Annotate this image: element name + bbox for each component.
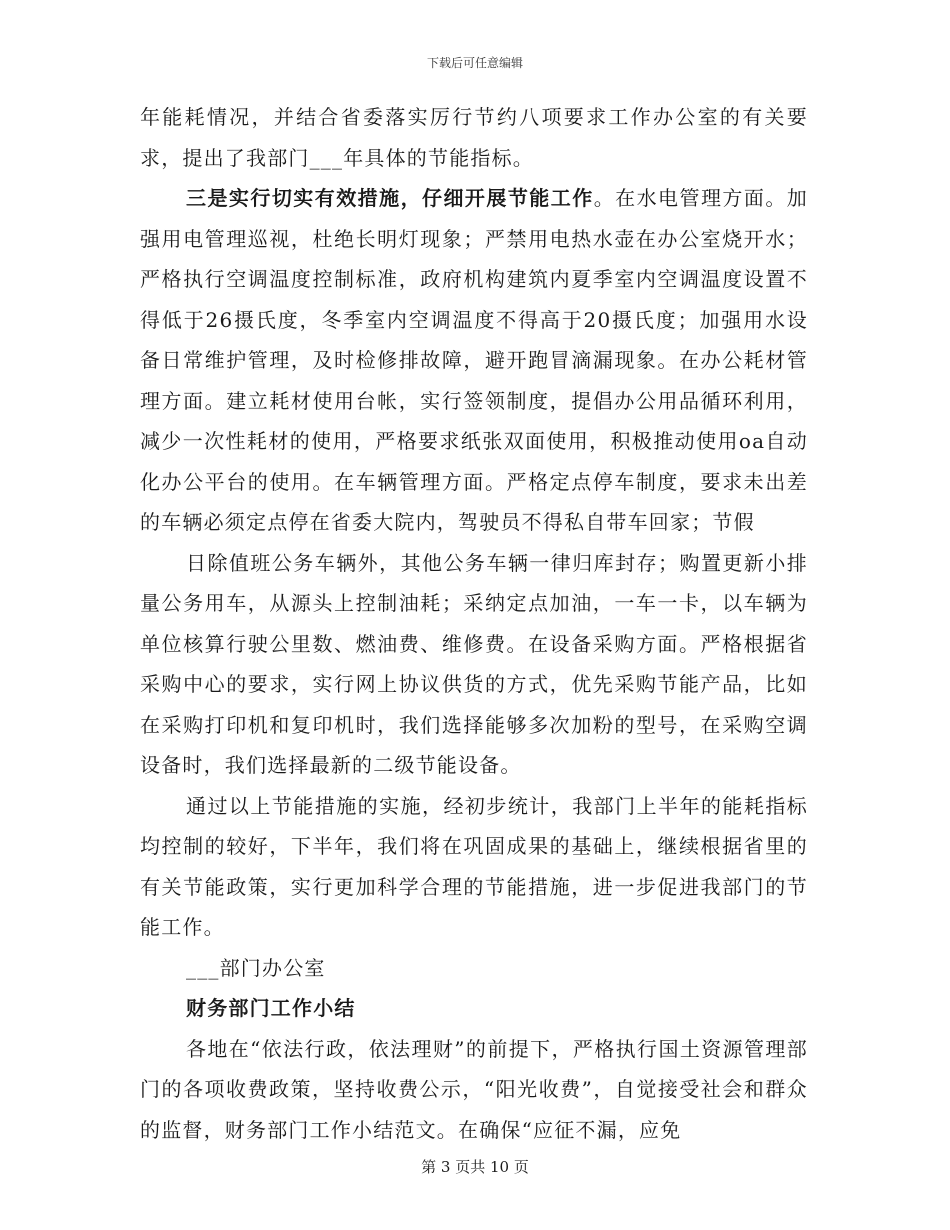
paragraph-energy-status: 年能耗情况，并结合省委落实厉行节约八项要求工作办公室的有关要求，提出了我部门___年具体的节能指标。	[140, 105, 808, 170]
page-number: 第 3 页共 10 页	[421, 1158, 529, 1176]
measures-text: 。在水电管理方面。加强用电管理巡视，杜绝长明灯现象；严禁用电热水壶在办公室烧开水；严格执行空调温度控制标准，政府机构建筑内夏季室内空调温度设置不得低于26摄氏度，冬季室内空调温度不得高于20摄氏度；加强用水设备日常维护管理，及时检修排故障，避开跑冒滴漏现象。在办公耗材管理方面。建立耗材使用台帐，实行签领制度，提倡办公用品循环利用，减少一次性耗材的使用，严格要求纸张双面使用，积极推动使用oa自动化办公平台的使用。在车辆管理方面。严格定点停车制度，要求未出差的车辆必须定点停在省委大院内，驾驶员不得私自带车回家；节假	[140, 186, 808, 534]
paragraph-vehicles-procurement: 日除值班公务车辆外，其他公务车辆一律归库封存；购置更新小排量公务用车，从源头上控制油耗；采纳定点加油，一车一卡，以车辆为单位核算行驶公里数、燃油费、维修费。在设备采购方面。严格根据省采购中心的要求，实行网上协议供货的方式，优先采购节能产品，比如在采购打印机和复印机时，我们选择能够多次加粉的型号，在采购空调设备时，我们选择最新的二级节能设备。	[140, 550, 808, 777]
paragraph-measures	[140, 178, 808, 543]
paragraph-conclusion: 通过以上节能措施的实施，经初步统计，我部门上半年的能耗指标均控制的较好，下半年，我们将在巩固成果的基础上，继续根据省里的有关节能政策，实行更加科学合理的节能措施，进一步促进我部门的节能工作。	[140, 793, 808, 939]
signature-office: ___部门办公室	[186, 955, 326, 980]
paragraph-finance: 各地在“依法行政，依法理财”的前提下，严格执行国土资源管理部门的各项收费政策，坚持收费公示，“阳光收费”，自觉接受社会和群众的监督，财务部门工作小结范文。在确保“应征不漏，应免	[140, 1036, 808, 1142]
measures-lead-heading: 三是实行切实有效措施，仔细开展节能工作	[186, 186, 594, 210]
document-body	[140, 97, 808, 1150]
page-header: 下载后可任意编辑	[426, 56, 523, 70]
section-heading-finance: 财务部门工作小结	[186, 996, 356, 1020]
